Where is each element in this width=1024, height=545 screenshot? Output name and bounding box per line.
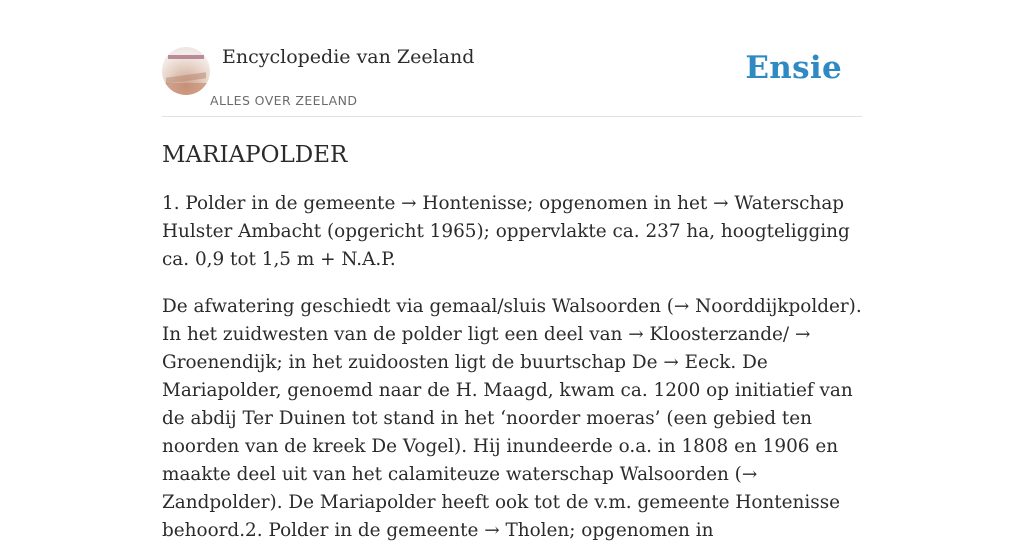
site-header [162, 44, 862, 117]
site-tagline: ALLES OVER ZEELAND [210, 93, 358, 108]
entry-content [162, 138, 864, 545]
entry-title: MARIAPOLDER [162, 142, 348, 168]
site-logo[interactable] [162, 47, 210, 95]
site-title-link[interactable]: Encyclopedie van Zeeland [222, 46, 475, 68]
logo-stripe [168, 55, 204, 59]
logo-stripe [162, 83, 210, 95]
ensie-brand-link[interactable]: Ensie [745, 50, 842, 86]
entry-paragraph: 1. Polder in de gemeente → Hontenisse; opgenomen in het → Waterschap Hulster Ambacht (opgericht 1965); oppervlakte ca. 237 ha, hoogteligging ca. 0,9 tot 1,5 m + N.A.P. [162, 193, 850, 270]
entry-paragraph: De afwatering geschiedt via gemaal/sluis Walsoorden (→ Noorddijkpolder). In het zuidwesten van de polder ligt een deel van → Kloosterzande/ → Groenendijk; in het zuidoosten ligt de buurtschap De → Eeck. De Mariapolder, genoemd naar de H. Maagd, kwam ca. 1200 op initiatief van de abdij Ter Duinen tot stand in het ‘noorder moeras’ (een gebied ten noorden van de kreek De Vogel). Hij inundeerde o.a. in 1808 en 1906 en maakte deel uit van het calamiteuze waterschap Walsoorden (→ Zandpolder). De Mariapolder heeft ook tot de v.m. gemeente Hontenisse behoord.2. Polder in de gemeente → Tholen; opgenomen in [162, 296, 862, 541]
